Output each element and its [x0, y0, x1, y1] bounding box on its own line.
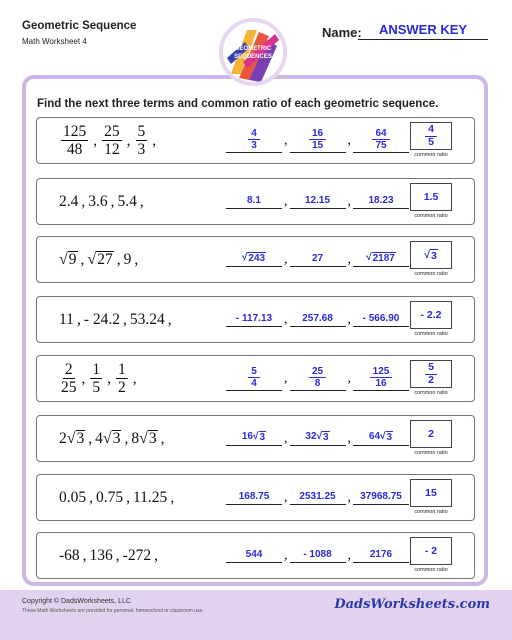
sequence [59, 416, 167, 461]
answer-blank[interactable] [353, 549, 409, 563]
denominator: 25 [61, 379, 77, 396]
comma: , [170, 488, 175, 506]
sequence-fraction [136, 124, 148, 158]
answer-value: 27 [311, 252, 324, 264]
sequence [59, 118, 159, 163]
sequence-term: - 24.2 [83, 310, 120, 328]
sequence [59, 179, 147, 224]
answer-blank[interactable] [290, 366, 346, 391]
answer-value: 8.1 [247, 194, 261, 206]
answer-denominator: 4 [251, 378, 257, 389]
denominator: 3 [137, 141, 146, 158]
common-ratio-label: common ratio [414, 271, 448, 277]
numerator: 2 [64, 360, 73, 378]
answer-fraction [370, 366, 393, 389]
common-ratio-box[interactable] [410, 420, 452, 448]
sequence-fraction [116, 362, 128, 396]
logo-text-line1: GEOMETRIC [234, 46, 272, 52]
usage-notice: These Math Worksheets are provided for personal, homeschool or classroom use. [22, 608, 204, 614]
sequence-term: 3.6 [88, 192, 108, 210]
radical-sign-icon: √ [139, 429, 148, 447]
sequence-term: -272 [122, 546, 152, 564]
common-ratio-box[interactable] [410, 360, 452, 388]
answer-blank[interactable] [353, 366, 409, 391]
coefficient: 2 [59, 429, 67, 447]
denominator: 12 [104, 141, 120, 158]
numerator: 125 [63, 122, 87, 140]
answer-radicand: 2187 [372, 253, 395, 264]
sequence [59, 533, 161, 578]
answer-blank[interactable] [290, 549, 346, 563]
sequence-term: 0.75 [96, 488, 124, 506]
sequence-term: 11.25 [133, 488, 168, 506]
comma: , [347, 489, 351, 505]
comma: , [284, 132, 288, 148]
answer-value: - 2 [424, 545, 438, 557]
comma: , [347, 430, 351, 446]
comma: , [116, 250, 121, 268]
answer-numerator: 5 [248, 366, 260, 378]
answer-blank[interactable] [353, 252, 409, 267]
answer-value: 1.5 [423, 191, 439, 203]
answer-radical [366, 252, 396, 263]
radical [67, 430, 86, 448]
answer-radical [242, 431, 266, 442]
answer-blank[interactable] [226, 313, 282, 327]
comma: , [81, 192, 86, 210]
comma: , [82, 546, 87, 564]
answer-numerator: 4 [248, 128, 260, 140]
answer-value: 12.15 [304, 194, 331, 206]
sequence-term: 9 [123, 250, 132, 268]
answer-blank[interactable] [353, 431, 409, 446]
comma: , [80, 250, 85, 268]
answer-radical-body [317, 431, 330, 444]
comma: , [115, 546, 120, 564]
comma: , [284, 430, 288, 446]
answer-radicand: 243 [248, 253, 266, 264]
radicand: 27 [97, 250, 113, 268]
common-ratio-label: common ratio [414, 509, 448, 515]
common-ratio-box[interactable] [410, 183, 452, 211]
answer-numerator: 5 [425, 362, 437, 374]
radical-sign-icon: √ [59, 250, 68, 268]
answer-blank[interactable] [226, 128, 282, 153]
radical [139, 430, 158, 448]
problem-row [36, 236, 475, 283]
problem-row [36, 474, 475, 521]
comma: , [154, 546, 158, 564]
radical-sign-icon: √ [316, 431, 323, 442]
answer-blank[interactable] [226, 366, 282, 391]
answer-numerator: 125 [370, 366, 393, 378]
answer-radicand: 3 [430, 249, 437, 262]
common-ratio-label: common ratio [414, 450, 448, 456]
comma: , [347, 251, 351, 267]
answer-fraction [425, 124, 437, 147]
instructions: Find the next three terms and common ratio of each geometric sequence. [37, 98, 439, 110]
denominator: 2 [118, 379, 126, 396]
answer-fraction [309, 366, 326, 389]
common-ratio-box[interactable] [410, 241, 452, 269]
coefficient: 4 [95, 429, 103, 447]
comma: , [347, 193, 351, 209]
common-ratio-label: common ratio [414, 390, 448, 396]
radical-sign-icon: √ [380, 431, 386, 442]
answer-denominator: 75 [375, 140, 387, 151]
answer-blank[interactable] [226, 431, 282, 446]
answer-blank[interactable] [290, 431, 346, 446]
comma: , [126, 488, 130, 506]
answer-value: - 1088 [303, 548, 332, 560]
comma: , [284, 370, 288, 386]
geometric-sequences-logo-icon [223, 22, 283, 82]
sequence-radical-term [59, 430, 85, 448]
worksheet-subtitle: Math Worksheet 4 [22, 37, 87, 46]
answer-blank[interactable] [290, 195, 346, 209]
common-ratio-box[interactable] [410, 479, 452, 507]
answer-blank[interactable] [290, 253, 346, 267]
answer-blank[interactable] [226, 491, 282, 505]
answer-blanks [225, 118, 410, 163]
answer-radical-body [366, 252, 396, 265]
sequence [59, 237, 141, 282]
problem-row [36, 532, 475, 579]
comma: , [152, 131, 157, 149]
comma: , [347, 132, 351, 148]
common-ratio-label: common ratio [414, 213, 448, 219]
radical-sign-icon: √ [241, 252, 248, 263]
radical-sign-icon: √ [66, 429, 76, 447]
answer-blank[interactable] [353, 128, 409, 153]
sequence [59, 356, 140, 401]
radical-sign-icon: √ [424, 248, 430, 261]
copyright: Copyright © DadsWorksheets, LLC [22, 598, 131, 605]
sequence [59, 297, 175, 342]
radical [59, 251, 78, 269]
radicand: 3 [76, 429, 85, 447]
sequence-term: 53.24 [129, 310, 165, 328]
radical-sign-icon: √ [253, 431, 259, 442]
sequence-fraction [61, 124, 88, 158]
answer-value: 18.23 [368, 194, 394, 206]
comma: , [347, 547, 351, 563]
answer-value: 15 [425, 487, 437, 499]
answer-radical-body [424, 249, 438, 262]
name-label: Name: [322, 25, 362, 40]
answer-denominator: 8 [314, 378, 321, 389]
logo-badge [219, 18, 287, 86]
problem-row [36, 415, 475, 462]
radical-sign-icon: √ [366, 252, 372, 263]
answer-numerator: 16 [309, 128, 326, 140]
answer-value: 37968.75 [360, 490, 402, 502]
comma: , [284, 489, 288, 505]
answer-denominator: 16 [375, 378, 387, 389]
sequence-term: -68 [59, 546, 80, 564]
radical-sign-icon: √ [87, 250, 97, 268]
answer-value: 2531.25 [299, 490, 336, 502]
common-ratio-label: common ratio [414, 152, 448, 158]
sequence-radical-term [59, 251, 78, 269]
radical [103, 430, 122, 448]
sequence [59, 475, 177, 520]
answer-value: 257.68 [302, 312, 333, 324]
denominator: 48 [66, 141, 83, 158]
comma: , [284, 311, 288, 327]
answer-blanks [225, 356, 410, 401]
sequence-radical-term [131, 430, 157, 448]
worksheet-title: Geometric Sequence [22, 20, 137, 32]
radical-sign-icon: √ [102, 429, 112, 447]
comma: , [110, 192, 115, 210]
answer-blank[interactable] [290, 313, 346, 327]
common-ratio-box[interactable] [410, 122, 452, 150]
numerator: 5 [137, 122, 146, 140]
sequence-fraction [61, 362, 77, 396]
answer-radicand: 3 [259, 432, 266, 443]
common-ratio-label: common ratio [414, 331, 448, 337]
answer-radical-body [380, 431, 393, 444]
answer-coefficient: 32 [305, 431, 317, 442]
problem-row [36, 178, 475, 225]
sequence-fraction [102, 124, 122, 158]
answer-radical [242, 252, 266, 263]
comma: , [347, 311, 351, 327]
comma: , [89, 488, 93, 506]
answer-value: 544 [245, 548, 263, 560]
answer-blank[interactable] [226, 195, 282, 209]
answer-fraction [248, 128, 260, 151]
answer-blank[interactable] [290, 491, 346, 505]
answer-value: - 2.2 [420, 309, 442, 321]
answer-blank[interactable] [226, 549, 282, 563]
comma: , [88, 429, 93, 447]
answer-blanks [225, 179, 410, 224]
answer-blank[interactable] [226, 252, 282, 267]
radicand: 3 [148, 429, 157, 447]
denominator: 5 [92, 379, 101, 396]
answer-blanks [225, 416, 410, 461]
answer-denominator: 3 [251, 140, 257, 151]
answer-radicand: 3 [323, 432, 329, 443]
comma: , [107, 369, 111, 387]
radicand: 3 [112, 429, 121, 447]
comma: , [132, 369, 137, 387]
answer-numerator: 25 [309, 366, 326, 378]
answer-numerator: 64 [372, 128, 389, 140]
comma: , [347, 370, 351, 386]
answer-value: 2176 [369, 548, 393, 560]
radicand: 9 [68, 250, 77, 268]
comma: , [139, 192, 144, 210]
problem-row [36, 355, 475, 402]
comma: , [81, 369, 86, 387]
answer-value: 168.75 [238, 490, 270, 502]
answer-fraction [372, 128, 389, 151]
answer-denominator: 5 [428, 135, 434, 148]
comma: , [160, 429, 165, 447]
answer-fraction [425, 362, 437, 385]
coefficient: 8 [131, 429, 140, 447]
answer-value: - 566.90 [362, 312, 400, 324]
answer-radicand: 3 [386, 432, 393, 443]
sequence-term: 11 [59, 310, 74, 328]
answer-value: 2 [428, 428, 434, 440]
answer-blanks [225, 533, 410, 578]
answer-radical [369, 431, 393, 442]
answer-blanks [225, 297, 410, 342]
answer-blanks [225, 475, 410, 520]
common-ratio-label: common ratio [414, 567, 448, 573]
numerator: 1 [118, 360, 126, 378]
sequence-term: 0.05 [59, 488, 87, 506]
comma: , [284, 251, 288, 267]
comma: , [76, 310, 81, 328]
numerator: 25 [104, 122, 120, 140]
answer-denominator: 15 [311, 140, 324, 151]
comma: , [122, 310, 127, 328]
answer-coefficient: 64 [368, 431, 381, 442]
comma: , [167, 310, 172, 328]
name-field[interactable]: ANSWER KEY [358, 21, 488, 40]
answer-fraction [248, 366, 260, 389]
sequence-term: 2.4 [59, 192, 79, 210]
numerator: 1 [92, 360, 101, 378]
answer-radical [424, 249, 438, 262]
answer-value: - 117.13 [235, 312, 273, 324]
answer-blank[interactable] [353, 195, 409, 209]
logo-text-line2: SEQUENCES [234, 54, 272, 60]
sequence-radical-term [87, 251, 113, 269]
comma: , [126, 131, 131, 149]
sequence-term: 136 [89, 546, 113, 564]
brand-logo[interactable]: DadsWorksheets.com [334, 597, 490, 612]
comma: , [124, 429, 129, 447]
problem-row [36, 296, 475, 343]
answer-denominator: 2 [428, 373, 434, 386]
comma: , [134, 250, 139, 268]
problem-row [36, 117, 475, 164]
sequence-radical-term [95, 430, 121, 448]
sequence-term: 5.4 [117, 192, 137, 210]
answer-radical-body [253, 431, 266, 444]
answer-blank[interactable] [353, 491, 409, 505]
answer-radical-body [242, 252, 266, 265]
common-ratio-box[interactable] [410, 301, 452, 329]
answer-fraction [309, 128, 326, 151]
radical [87, 251, 113, 269]
comma: , [284, 193, 288, 209]
common-ratio-box[interactable] [410, 537, 452, 565]
answer-blanks [225, 237, 410, 282]
answer-numerator: 4 [425, 124, 437, 136]
sequence-fraction [90, 362, 102, 396]
answer-radical [305, 431, 329, 442]
answer-blank[interactable] [353, 313, 409, 327]
answer-blank[interactable] [290, 128, 346, 153]
answer-coefficient: 16 [241, 431, 254, 442]
comma: , [93, 131, 98, 149]
comma: , [284, 547, 288, 563]
